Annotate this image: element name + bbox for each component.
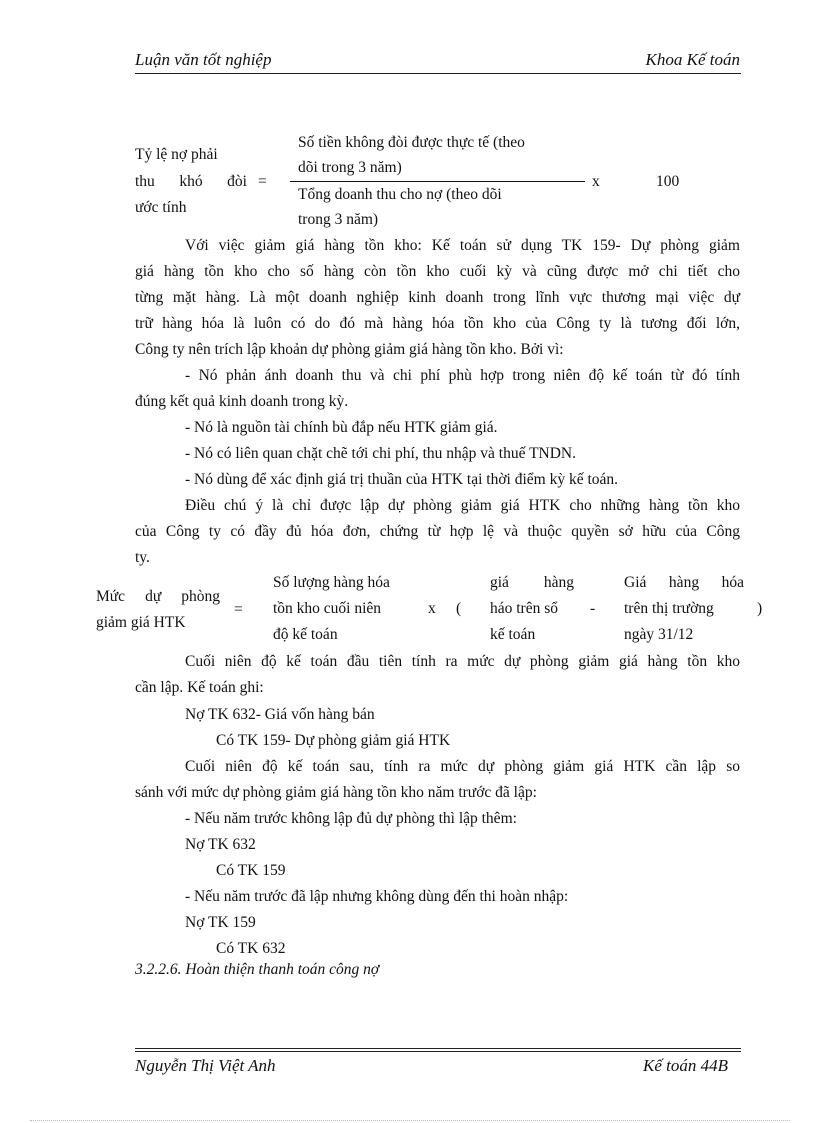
formula2-col1-line2: tồn kho cuối niên — [273, 600, 382, 617]
formula2-col2-line3: kế toán — [490, 626, 536, 643]
para4-line1: Cuối niên độ kế toán sau, tính ra mức dự phòng giảm giá HTK cần lập so — [185, 758, 740, 775]
formula1-denominator-line2: trong 3 năm) — [298, 211, 379, 228]
entry3-debit: Nợ TK 159 — [185, 914, 256, 931]
para3-line2: cần lập. Kế toán ghi: — [135, 679, 264, 696]
entry2-debit: Nợ TK 632 — [185, 836, 256, 853]
entry2-credit: Có TK 159 — [216, 862, 286, 879]
para1-line3: từng mặt hàng. Là một doanh nghiệp kinh doanh trong lĩnh vực thương mại việc dự — [135, 289, 740, 306]
formula1-times: x — [592, 173, 600, 190]
case1-text: - Nếu năm trước không lập đủ dự phòng thì lập thêm: — [185, 810, 517, 827]
formula2-minus: - — [590, 600, 596, 617]
para1-line4: trữ hàng hóa là luôn có do đó mà hàng hóa tồn kho của Công ty là tương đối lớn, — [135, 315, 740, 332]
footer-left: Nguyễn Thị Việt Anh — [135, 1056, 276, 1075]
bullet-4: - Nó dùng để xác định giá trị thuần của HTK tại thời điểm kỳ kế toán. — [185, 471, 619, 488]
para1-line1: Với việc giảm giá hàng tồn kho: Kế toán sử dụng TK 159- Dự phòng giảm — [185, 237, 740, 254]
formula2-times: x — [428, 600, 436, 617]
formula2-col1-line3: độ kế toán — [273, 626, 338, 643]
formula2-col3-line2: trên thị trường — [624, 600, 714, 617]
para2-line1: Điều chú ý là chỉ được lập dự phòng giảm giá HTK cho những hàng tồn kho — [185, 497, 740, 514]
formula1-numerator-line2: dõi trong 3 năm) — [298, 159, 402, 176]
footer-right: Kế toán 44B — [643, 1056, 728, 1075]
header-right: Khoa Kế toán — [645, 50, 740, 69]
formula1-label-line3: ước tính — [135, 199, 187, 216]
para4-line2: sánh với mức dự phòng giảm giá hàng tồn kho năm trước đã lập: — [135, 784, 537, 801]
formula2-label-line1: Mức dự phòng — [96, 588, 220, 605]
footer-rule — [135, 1048, 741, 1052]
para2-line2: của Công ty có đầy đủ hóa đơn, chứng từ hợp lệ và thuộc quyền sở hữu của Công — [135, 523, 740, 540]
page-bottom-border — [30, 1120, 790, 1121]
formula1-label-line1: Tỷ lệ nợ phải — [135, 146, 218, 163]
bullet-1-cont: đúng kết quả kinh doanh trong kỳ. — [135, 393, 349, 410]
formula2-col2-line1: giá hàng — [490, 574, 574, 591]
para2-line3: ty. — [135, 549, 150, 566]
formula2-col2-line2: háo trên sổ — [490, 600, 559, 617]
formula2-open-paren: ( — [456, 600, 462, 617]
fraction-bar — [290, 181, 585, 182]
formula2-col3-line1: Giá hàng hóa — [624, 574, 744, 591]
entry1-credit: Có TK 159- Dự phòng giảm giá HTK — [216, 732, 451, 749]
formula2-col3-line3: ngày 31/12 — [624, 626, 694, 643]
bullet-1: - Nó phản ánh doanh thu và chi phí phù hợp trong niên độ kế toán từ đó tính — [185, 367, 740, 384]
header-left: Luận văn tốt nghiệp — [135, 50, 272, 69]
case2-text: - Nếu năm trước đã lập nhưng không dùng đến thi hoàn nhập: — [185, 888, 569, 905]
formula1-label-line2: thu khó đòi — [135, 173, 247, 190]
bullet-3: - Nó có liên quan chặt chẽ tới chi phí, thu nhập và thuế TNDN. — [185, 445, 577, 462]
section-heading: 3.2.2.6. Hoàn thiện thanh toán công nợ — [135, 961, 380, 978]
para1-line5: Công ty nên trích lập khoản dự phòng giảm giá hàng tồn kho. Bởi vì: — [135, 341, 564, 358]
entry1-debit: Nợ TK 632- Giá vốn hàng bán — [185, 706, 375, 723]
bullet-2: - Nó là nguồn tài chính bù đắp nếu HTK giảm giá. — [185, 419, 498, 436]
formula2-equals: = — [234, 601, 243, 618]
para1-line2: giá hàng tồn kho cho số hàng còn tồn kho cuối kỳ và cũng được mở chi tiết cho — [135, 263, 740, 280]
formula1-denominator-line1: Tổng doanh thu cho nợ (theo dõi — [298, 186, 502, 203]
para3-line1: Cuối niên độ kế toán đầu tiên tính ra mức dự phòng giảm giá hàng tồn kho — [185, 653, 740, 670]
formula1-equals: = — [258, 173, 267, 190]
header-rule — [135, 73, 741, 74]
entry3-credit: Có TK 632 — [216, 940, 286, 957]
formula1-numerator-line1: Số tiền không đòi được thực tế (theo — [298, 134, 525, 151]
formula1-hundred: 100 — [656, 173, 680, 190]
formula2-col1-line1: Số lượng hàng hóa — [273, 574, 390, 591]
formula2-close-paren: ) — [757, 600, 763, 617]
formula2-label-line2: giảm giá HTK — [96, 614, 186, 631]
